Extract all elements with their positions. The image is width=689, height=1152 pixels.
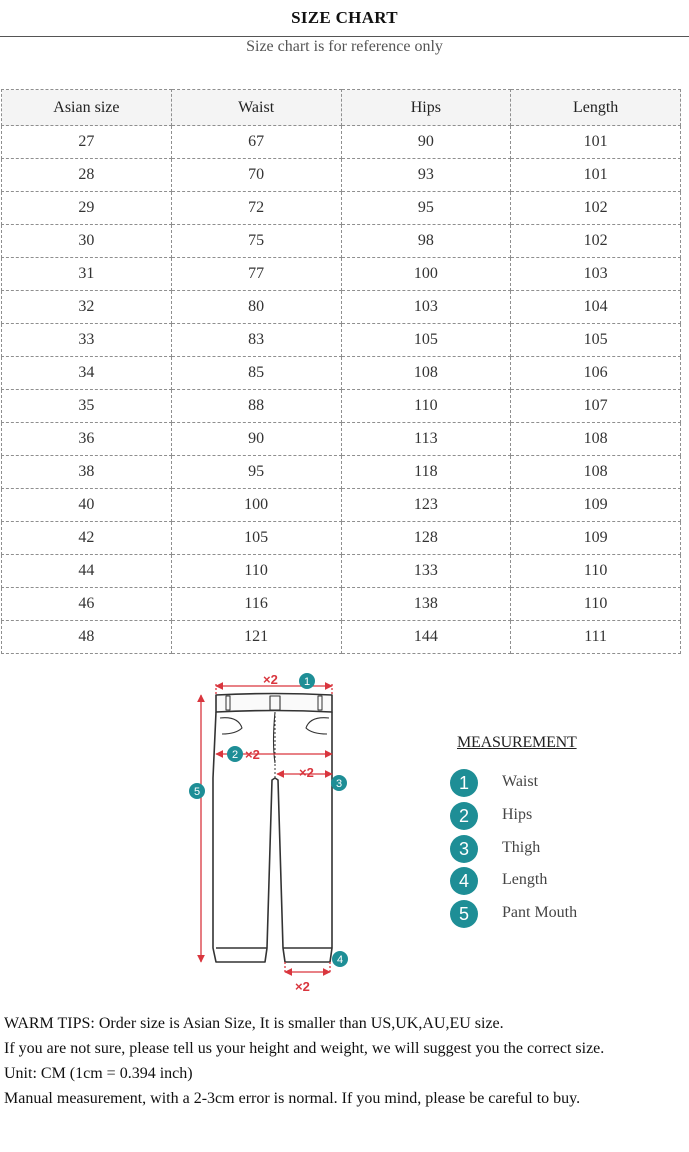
column-header: Waist xyxy=(171,90,341,126)
table-cell: 100 xyxy=(341,258,511,291)
table-row xyxy=(2,159,681,192)
table-cell: 35 xyxy=(2,390,172,423)
number-badge: 1 xyxy=(450,769,478,797)
table-cell: 38 xyxy=(2,456,172,489)
table-cell: 121 xyxy=(171,621,341,654)
table-row xyxy=(2,357,681,390)
table-cell: 109 xyxy=(511,489,681,522)
table-cell: 105 xyxy=(171,522,341,555)
pants-measurement-diagram xyxy=(180,668,355,998)
table-cell: 113 xyxy=(341,423,511,456)
warm-tips xyxy=(4,1011,684,1111)
number-badge: 5 xyxy=(450,900,478,928)
legend-label: Waist xyxy=(502,773,539,790)
title-divider xyxy=(0,36,689,37)
table-cell: 116 xyxy=(171,588,341,621)
table-cell: 103 xyxy=(511,258,681,291)
tip-line: WARM TIPS: Order size is Asian Size, It is smaller than US,UK,AU,EU size. xyxy=(4,1015,504,1032)
multiplier-label: ×2 xyxy=(295,979,310,994)
svg-text:2: 2 xyxy=(231,749,239,761)
table-cell: 28 xyxy=(2,159,172,192)
table-cell: 128 xyxy=(341,522,511,555)
table-row xyxy=(2,621,681,654)
table-row xyxy=(2,555,681,588)
table-cell: 36 xyxy=(2,423,172,456)
size-table xyxy=(1,89,681,654)
table-cell: 108 xyxy=(341,357,511,390)
table-cell: 101 xyxy=(511,159,681,192)
tip-line: Unit: CM (1cm = 0.394 inch) xyxy=(4,1065,193,1082)
svg-text:4: 4 xyxy=(336,954,344,966)
table-cell: 133 xyxy=(341,555,511,588)
table-cell: 101 xyxy=(511,126,681,159)
marker-4 xyxy=(332,951,348,967)
table-cell: 33 xyxy=(2,324,172,357)
table-row xyxy=(2,522,681,555)
table-header-row xyxy=(2,90,681,126)
table-cell: 95 xyxy=(341,192,511,225)
table-cell: 88 xyxy=(171,390,341,423)
table-cell: 105 xyxy=(341,324,511,357)
multiplier-label: ×2 xyxy=(245,747,260,762)
table-cell: 72 xyxy=(171,192,341,225)
table-cell: 118 xyxy=(341,456,511,489)
table-row xyxy=(2,489,681,522)
table-cell: 100 xyxy=(171,489,341,522)
column-header: Length xyxy=(511,90,681,126)
table-cell: 32 xyxy=(2,291,172,324)
legend-label: Length xyxy=(502,871,548,888)
table-cell: 27 xyxy=(2,126,172,159)
table-cell: 138 xyxy=(341,588,511,621)
table-cell: 110 xyxy=(341,390,511,423)
pants-outline xyxy=(213,694,332,963)
marker-5 xyxy=(189,783,205,799)
number-badge: 2 xyxy=(450,802,478,830)
table-row xyxy=(2,258,681,291)
table-cell: 29 xyxy=(2,192,172,225)
tip-line: If you are not sure, please tell us your height and weight, we will suggest you the correct size. xyxy=(4,1040,605,1057)
table-cell: 108 xyxy=(511,456,681,489)
measurement-title: MEASUREMENT xyxy=(457,734,577,751)
table-cell: 67 xyxy=(171,126,341,159)
table-cell: 77 xyxy=(171,258,341,291)
table-cell: 80 xyxy=(171,291,341,324)
table-cell: 75 xyxy=(171,225,341,258)
page-title: SIZE CHART xyxy=(291,8,398,27)
table-cell: 98 xyxy=(341,225,511,258)
table-cell: 31 xyxy=(2,258,172,291)
multiplier-label: ×2 xyxy=(299,765,314,780)
table-cell: 102 xyxy=(511,192,681,225)
legend-label: Thigh xyxy=(502,839,541,856)
table-cell: 105 xyxy=(511,324,681,357)
number-badge: 3 xyxy=(450,835,478,863)
legend-label: Hips xyxy=(502,806,533,823)
legend-label: Pant Mouth xyxy=(502,904,578,921)
table-cell: 107 xyxy=(511,390,681,423)
table-row xyxy=(2,126,681,159)
table-cell: 42 xyxy=(2,522,172,555)
table-row xyxy=(2,423,681,456)
svg-text:3: 3 xyxy=(335,778,343,790)
table-row xyxy=(2,291,681,324)
svg-text:1: 1 xyxy=(303,676,311,688)
column-header: Asian size xyxy=(2,90,172,126)
tip-line: Manual measurement, with a 2-3cm error is normal. If you mind, please be careful to buy. xyxy=(4,1090,581,1107)
table-cell: 70 xyxy=(171,159,341,192)
table-cell: 110 xyxy=(511,555,681,588)
table-cell: 108 xyxy=(511,423,681,456)
table-cell: 109 xyxy=(511,522,681,555)
table-row xyxy=(2,192,681,225)
measurement-lines xyxy=(201,684,332,974)
table-cell: 104 xyxy=(511,291,681,324)
table-cell: 103 xyxy=(341,291,511,324)
marker-1 xyxy=(299,673,315,689)
table-cell: 111 xyxy=(511,621,681,654)
table-cell: 46 xyxy=(2,588,172,621)
table-row xyxy=(2,225,681,258)
table-cell: 144 xyxy=(341,621,511,654)
marker-3 xyxy=(331,775,347,791)
multiplier-label: ×2 xyxy=(263,672,278,687)
table-cell: 30 xyxy=(2,225,172,258)
table-cell: 44 xyxy=(2,555,172,588)
table-row xyxy=(2,390,681,423)
number-badge: 4 xyxy=(450,867,478,895)
table-cell: 93 xyxy=(341,159,511,192)
page-subtitle: Size chart is for reference only xyxy=(246,38,443,55)
table-row xyxy=(2,324,681,357)
svg-text:5: 5 xyxy=(193,786,201,798)
table-cell: 48 xyxy=(2,621,172,654)
table-cell: 106 xyxy=(511,357,681,390)
column-header: Hips xyxy=(341,90,511,126)
table-cell: 90 xyxy=(171,423,341,456)
table-row xyxy=(2,456,681,489)
marker-2 xyxy=(227,746,243,762)
table-cell: 110 xyxy=(171,555,341,588)
table-cell: 83 xyxy=(171,324,341,357)
table-cell: 34 xyxy=(2,357,172,390)
table-cell: 123 xyxy=(341,489,511,522)
table-cell: 40 xyxy=(2,489,172,522)
table-cell: 102 xyxy=(511,225,681,258)
table-cell: 90 xyxy=(341,126,511,159)
table-cell: 85 xyxy=(171,357,341,390)
table-cell: 110 xyxy=(511,588,681,621)
table-cell: 95 xyxy=(171,456,341,489)
table-row xyxy=(2,588,681,621)
